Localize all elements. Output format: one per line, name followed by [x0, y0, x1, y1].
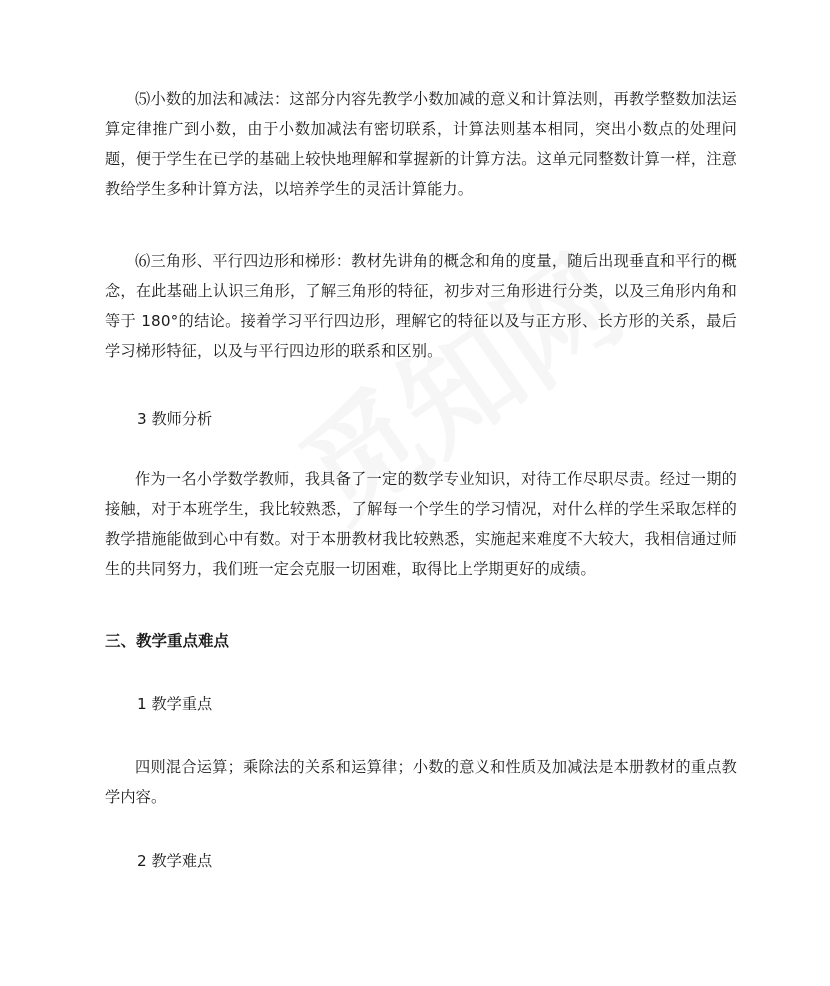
paragraph-triangle-quadrilateral: ⑹三角形、平行四边形和梯形：教材先讲角的概念和角的度量，随后出现垂直和平行的概念，在此基础上认识三角形，了解三角形的特征，初步对三角形进行分类，以及三角形内角和等于 180°的结论。接着学习平行四边形，理解它的特征以及与正方形、长方形的关系，最后学习梯形特征，以及与平行四边形的联系和区别。: [105, 252, 737, 360]
subheading-difficulties: 2 教学难点: [137, 852, 213, 870]
paragraph-teacher-analysis: 作为一名小学数学教师，我具备了一定的数学专业知识，对待工作尽职尽责。经过一期的接触，对于本班学生，我比较熟悉，了解每一个学生的学习情况，对什么样的学生采取怎样的教学措施能做到心中有数。对于本册教材我比较熟悉，实施起来难度不大较大，我相信通过师生的共同努力，我们班一定会克服一切困难，取得比上学期更好的成绩。: [105, 470, 737, 578]
subheading-teacher-analysis: 3 教师分析: [137, 410, 213, 428]
section-heading-key-points: 三、教学重点难点: [105, 632, 230, 650]
subheading-key-points: 1 教学重点: [137, 695, 213, 713]
paragraph-decimal-addition-subtraction: ⑸小数的加法和减法：这部分内容先教学小数加减的意义和计算法则，再教学整数加法运算定律推广到小数，由于小数加减法有密切联系，计算法则基本相同，突出小数点的处理问题，便于学生在已学的基础上较快地理解和掌握新的计算方法。这单元同整数计算一样，注意教给学生多种计算方法，以培养学生的灵活计算能力。: [105, 90, 737, 198]
paragraph-key-points: 四则混合运算；乘除法的关系和运算律；小数的意义和性质及加减法是本册教材的重点教学内容。: [105, 758, 737, 806]
